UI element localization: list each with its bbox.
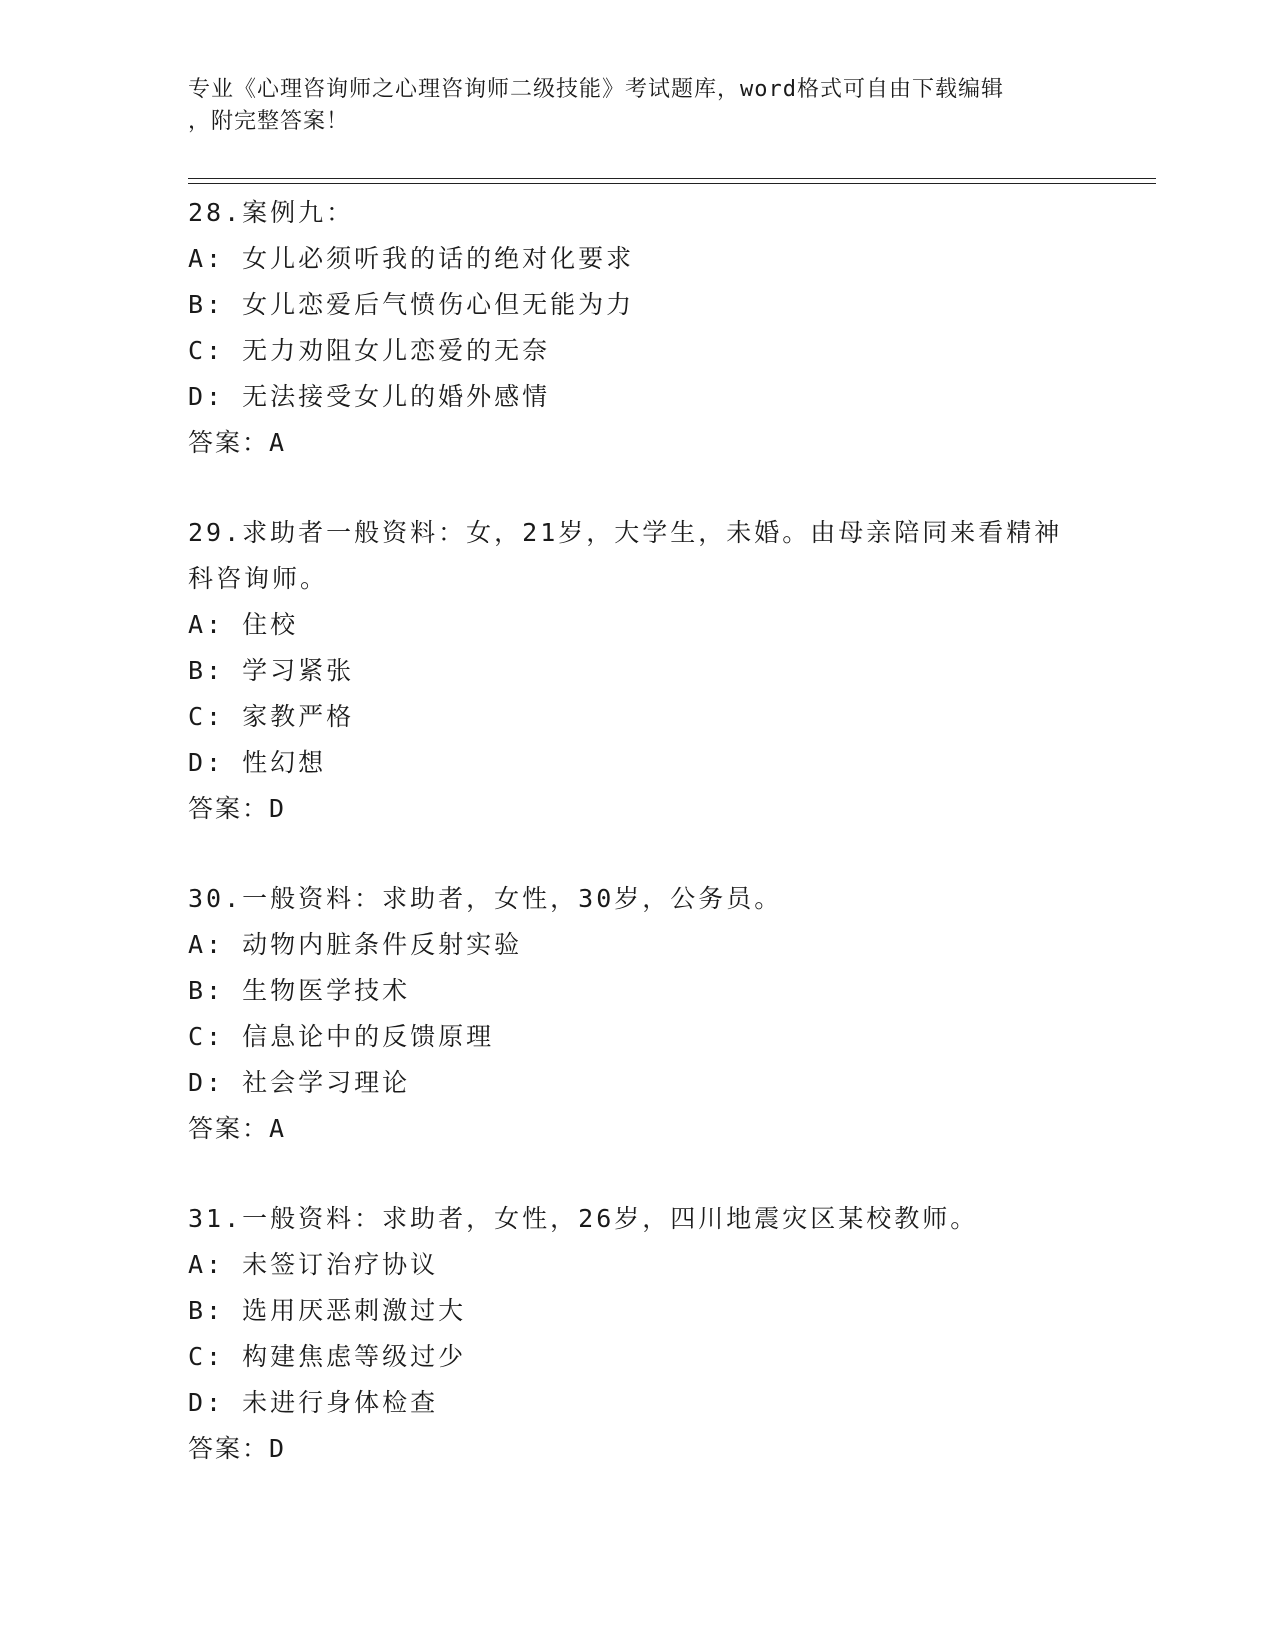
answer-label: 答案： bbox=[188, 1434, 270, 1463]
option-b: B: 学习紧张 bbox=[188, 656, 355, 685]
option-d: D: 社会学习理论 bbox=[188, 1068, 411, 1097]
answer-line bbox=[188, 420, 1088, 466]
answer-value: A bbox=[269, 428, 287, 457]
option-c: C: 家教严格 bbox=[188, 702, 355, 731]
answer-value: D bbox=[269, 1434, 287, 1463]
option-c: C: 构建焦虑等级过少 bbox=[188, 1342, 467, 1371]
option-a: A: 未签订治疗协议 bbox=[188, 1250, 439, 1279]
document-header bbox=[188, 74, 1088, 138]
option-b: B: 选用厌恶刺激过大 bbox=[188, 1296, 467, 1325]
option-d: D: 未进行身体检查 bbox=[188, 1388, 439, 1417]
answer-line bbox=[188, 1106, 1088, 1152]
answer-label: 答案： bbox=[188, 428, 270, 457]
answer-line bbox=[188, 1426, 1088, 1472]
header-divider-top bbox=[188, 178, 1156, 179]
option-d: D: 性幻想 bbox=[188, 748, 327, 777]
question-stem: 30.一般资料：求助者，女性，30岁，公务员。 bbox=[188, 884, 783, 913]
option-b: B: 女儿恋爱后气愤伤心但无能为力 bbox=[188, 290, 635, 319]
question-31 bbox=[188, 1196, 1088, 1472]
answer-label: 答案： bbox=[188, 794, 270, 823]
option-a: A: 女儿必须听我的话的绝对化要求 bbox=[188, 244, 635, 273]
option-a: A: 动物内脏条件反射实验 bbox=[188, 930, 523, 959]
question-30 bbox=[188, 876, 1088, 1152]
question-stem: 31.一般资料：求助者，女性，26岁，四川地震灾区某校教师。 bbox=[188, 1204, 979, 1233]
answer-value: A bbox=[269, 1114, 287, 1143]
header-line-1: 专业《心理咨询师之心理咨询师二级技能》考试题库，word格式可自由下载编辑 bbox=[188, 77, 1004, 102]
option-c: C: 信息论中的反馈原理 bbox=[188, 1022, 495, 1051]
header-line-2: ，附完整答案！ bbox=[188, 109, 350, 134]
option-a: A: 住校 bbox=[188, 610, 299, 639]
question-stem: 28.案例九： bbox=[188, 198, 355, 227]
answer-label: 答案： bbox=[188, 1114, 270, 1143]
question-29 bbox=[188, 510, 1088, 832]
option-c: C: 无力劝阻女儿恋爱的无奈 bbox=[188, 336, 551, 365]
answer-line bbox=[188, 786, 1088, 832]
option-d: D: 无法接受女儿的婚外感情 bbox=[188, 382, 551, 411]
question-stem: 29.求助者一般资料：女，21岁，大学生，未婚。由母亲陪同来看精神科咨询师。 bbox=[188, 518, 1063, 593]
option-b: B: 生物医学技术 bbox=[188, 976, 411, 1005]
question-28 bbox=[188, 190, 1088, 466]
answer-value: D bbox=[269, 794, 287, 823]
header-divider-bottom bbox=[188, 183, 1156, 184]
